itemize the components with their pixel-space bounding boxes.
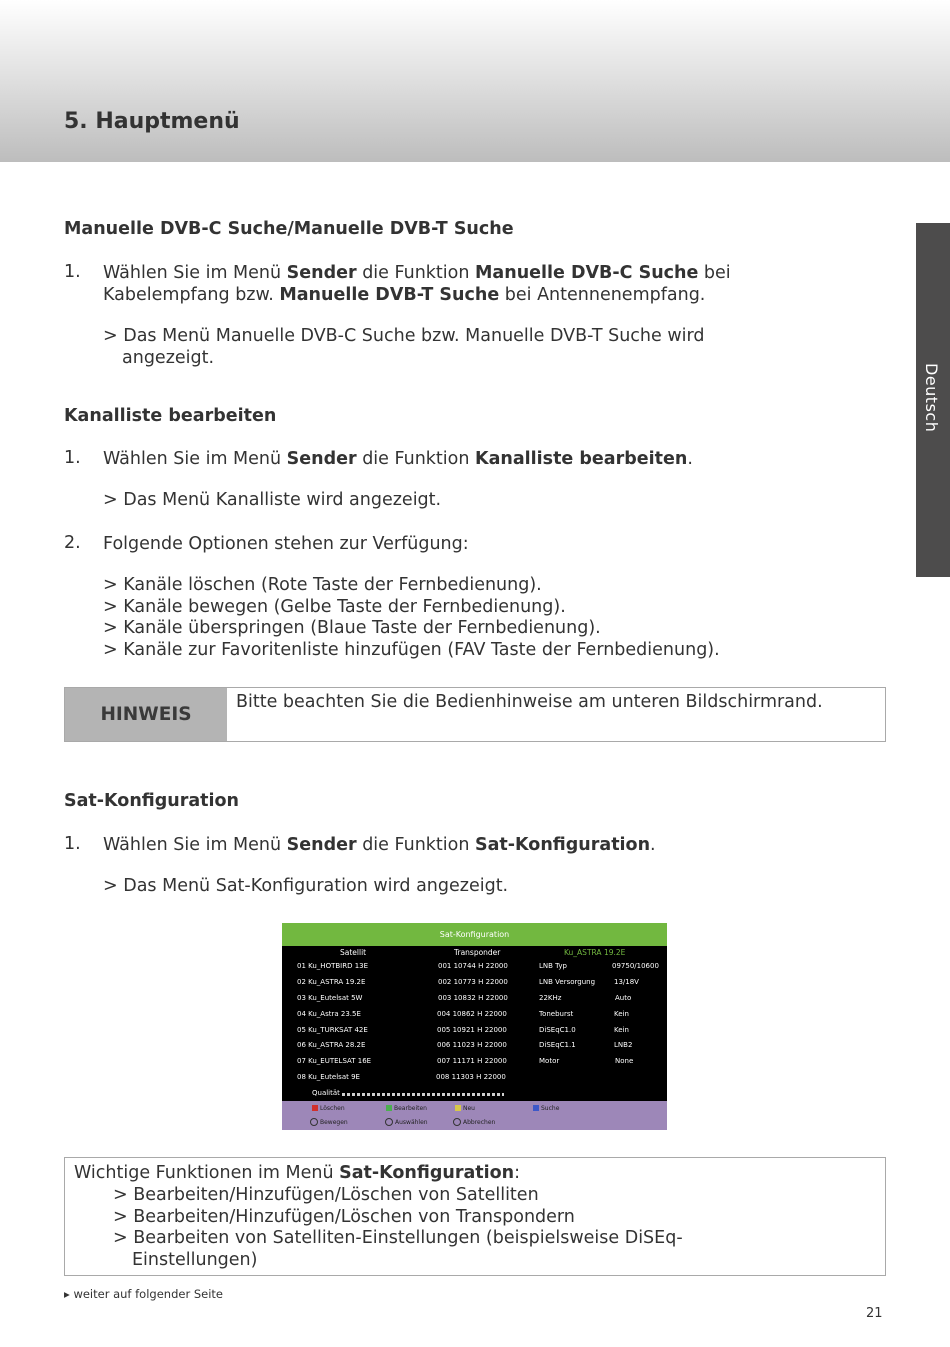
col-satellite: Satellit xyxy=(340,948,367,957)
col-transponder: Transponder xyxy=(454,948,501,957)
language-side-tab xyxy=(916,223,950,577)
page-header xyxy=(0,0,950,162)
screen-title: Sat-Konfiguration xyxy=(282,923,667,946)
quality-label: Qualität xyxy=(312,1089,340,1097)
help-new: Neu xyxy=(455,1105,475,1112)
step-result: > Das Menü Kanalliste wird angezeigt. xyxy=(103,490,442,510)
red-key-icon xyxy=(312,1105,318,1111)
step-number: 1. xyxy=(64,448,81,468)
screen-help-bar xyxy=(282,1101,667,1130)
table-row: 05 Ku_TURKSAT 42E 005 10921 H 22000 DiSEqC1.0 Kein xyxy=(297,1026,629,1034)
continue-text: weiter auf folgender Seite xyxy=(73,1287,223,1301)
green-key-icon xyxy=(386,1105,392,1111)
blue-key-icon xyxy=(533,1105,539,1111)
note-box xyxy=(64,687,886,742)
sat-config-screenshot xyxy=(282,923,667,1130)
option-item: > Kanäle bewegen (Gelbe Taste der Fernbedienung). xyxy=(103,597,566,617)
triangle-right-icon: ▸ xyxy=(64,1287,70,1301)
note-label: HINWEIS xyxy=(65,688,227,741)
step-number: 1. xyxy=(64,262,81,282)
note-text: Bitte beachten Sie die Bedienhinweise am unteren Bildschirmrand. xyxy=(236,692,823,712)
page-number: 21 xyxy=(866,1306,883,1321)
step-text: Wählen Sie im Menü Sender die Funktion Kanalliste bearbeiten. xyxy=(103,449,693,469)
table-row: 08 Ku_Eutelsat 9E 008 11303 H 22000 xyxy=(297,1073,506,1081)
help-edit: Bearbeiten xyxy=(386,1105,427,1112)
ok-key-icon xyxy=(385,1118,393,1126)
table-row: 04 Ku_Astra 23.5E 004 10862 H 22000 Toneburst Kein xyxy=(297,1010,629,1018)
table-row: 07 Ku_EUTELSAT 16E 007 11171 H 22000 Motor None xyxy=(297,1057,634,1065)
step-text: Folgende Optionen stehen zur Verfügung: xyxy=(103,534,469,554)
help-select: Auswählen xyxy=(385,1118,428,1126)
table-row: 06 Ku_ASTRA 28.2E 006 11023 H 22000 DiSEqC1.1 LNB2 xyxy=(297,1041,633,1049)
continue-note xyxy=(64,1287,223,1301)
section-heading-sat-config: Sat-Konfiguration xyxy=(64,791,240,811)
help-cancel: Abbrechen xyxy=(453,1118,495,1126)
step-text: Wählen Sie im Menü Sender die Funktion Sat-Konfiguration. xyxy=(103,835,656,855)
option-item: > Kanäle überspringen (Blaue Taste der Fernbedienung). xyxy=(103,618,601,638)
exit-key-icon xyxy=(453,1118,461,1126)
step-number: 2. xyxy=(64,533,81,553)
col-selected-satellite: Ku_ASTRA 19.2E xyxy=(564,948,626,957)
help-move: Bewegen xyxy=(310,1118,348,1126)
section-heading-manual-search: Manuelle DVB-C Suche/Manuelle DVB-T Suche xyxy=(64,219,514,239)
step-number: 1. xyxy=(64,834,81,854)
page-title: 5. Hauptmenü xyxy=(64,109,240,134)
table-row: 02 Ku_ASTRA 19.2E 002 10773 H 22000 LNB Versorgung 13/18V xyxy=(297,978,639,986)
function-item-cont: Einstellungen) xyxy=(132,1250,258,1270)
step-result-cont: angezeigt. xyxy=(122,348,215,368)
function-item: > Bearbeiten/Hinzufügen/Löschen von Transpondern xyxy=(113,1207,575,1227)
table-row: 01 Ku_HOTBIRD 13E 001 10744 H 22000 LNB Typ 09750/10600 xyxy=(297,962,659,970)
option-item: > Kanäle zur Favoritenliste hinzufügen (FAV Taste der Fernbedienung). xyxy=(103,640,720,660)
navigation-key-icon xyxy=(310,1118,318,1126)
function-item: > Bearbeiten/Hinzufügen/Löschen von Satelliten xyxy=(113,1185,539,1205)
language-label: Deutsch xyxy=(922,363,941,433)
step-text: Wählen Sie im Menü Sender die Funktion Manuelle DVB-C Suche bei Kabelempfang bzw. Manuelle DVB-T Suche bei Antennenempfang. xyxy=(103,263,731,305)
help-search: Suche xyxy=(533,1105,559,1112)
option-item: > Kanäle löschen (Rote Taste der Fernbedienung). xyxy=(103,575,542,595)
help-delete: Löschen xyxy=(312,1105,345,1112)
functions-box xyxy=(64,1157,886,1276)
functions-intro: Wichtige Funktionen im Menü Sat-Konfiguration: xyxy=(74,1163,521,1183)
section-heading-channel-list: Kanalliste bearbeiten xyxy=(64,406,277,426)
quality-bar xyxy=(342,1093,504,1096)
yellow-key-icon xyxy=(455,1105,461,1111)
step-result: > Das Menü Sat-Konfiguration wird angezeigt. xyxy=(103,876,509,896)
function-item: > Bearbeiten von Satelliten-Einstellungen (beispielsweise DiSEq- xyxy=(113,1228,683,1248)
step-result: > Das Menü Manuelle DVB-C Suche bzw. Manuelle DVB-T Suche wird xyxy=(103,326,705,346)
table-row: 03 Ku_Eutelsat 5W 003 10832 H 22000 22KHz Auto xyxy=(297,994,632,1002)
